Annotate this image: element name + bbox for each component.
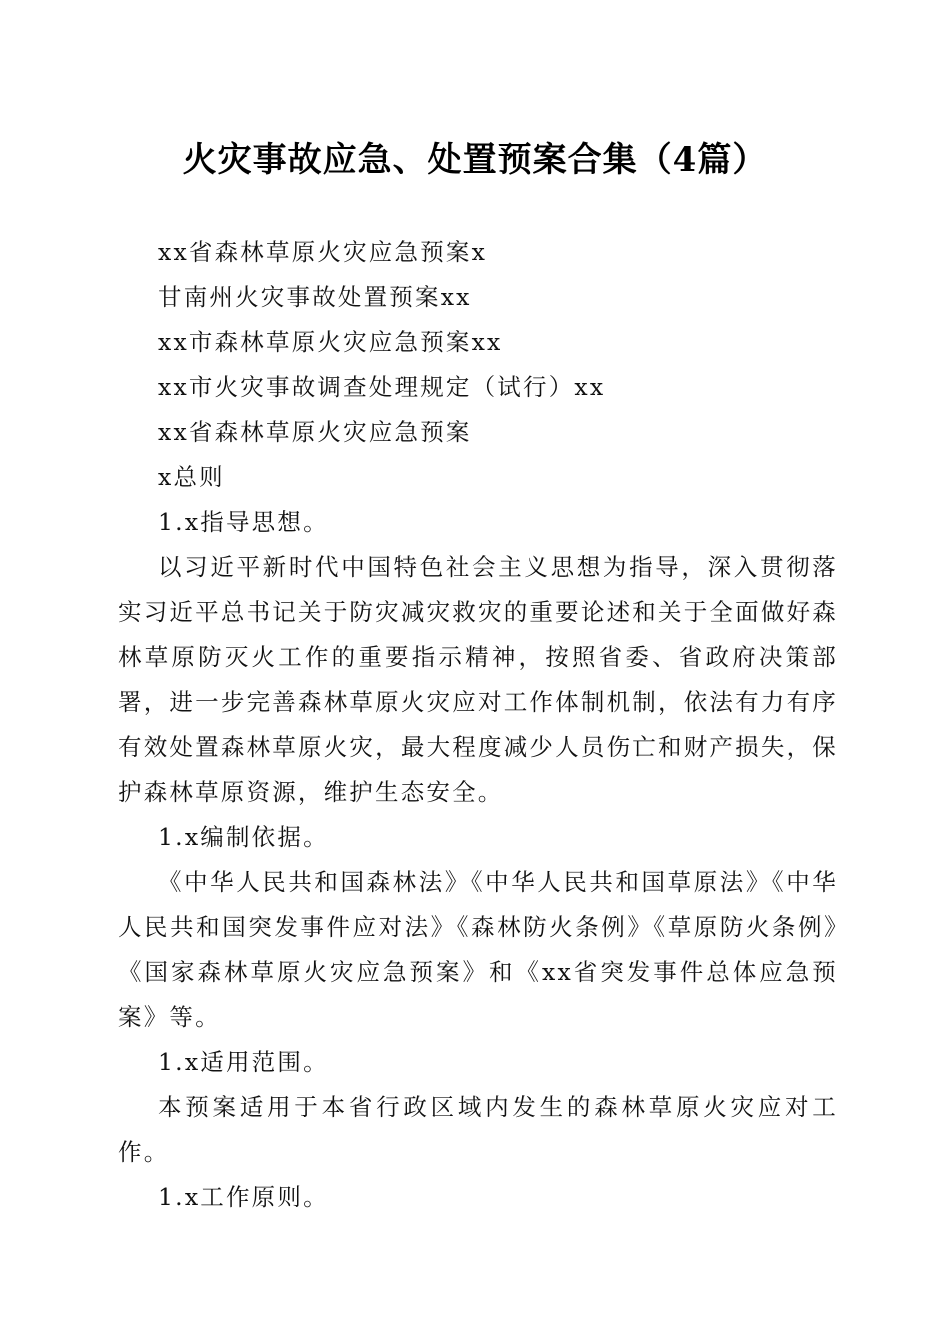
chapter-heading: x总则 xyxy=(158,463,225,491)
toc-item: xx省森林草原火灾应急预案x xyxy=(158,238,488,266)
toc-item: 甘南州火灾事故处置预案xx xyxy=(158,283,472,311)
toc-item: xx市火灾事故调查处理规定（试行）xx xyxy=(158,373,606,401)
toc-item: xx市森林草原火灾应急预案xx xyxy=(158,328,503,356)
subsection-heading: 1.x编制依据。 xyxy=(158,823,329,851)
subsection-heading: 1.x工作原则。 xyxy=(158,1183,329,1211)
paragraph: 《中华人民共和国森林法》《中华人民共和国草原法》《中华人民共和国突发事件应对法》《森林防火条例》《草原防火条例》《国家森林草原火灾应急预案》和《xx省突发事件总体应急预案》等。 xyxy=(118,868,838,1031)
document-title: 火灾事故应急、处置预案合集（4篇） xyxy=(182,140,768,180)
section-title: xx省森林草原火灾应急预案 xyxy=(158,418,472,446)
subsection-heading: 1.x指导思想。 xyxy=(158,508,329,536)
subsection-heading: 1.x适用范围。 xyxy=(158,1048,329,1076)
document-body xyxy=(118,230,838,1220)
paragraph: 以习近平新时代中国特色社会主义思想为指导，深入贯彻落实习近平总书记关于防灾减灾救灾的重要论述和关于全面做好森林草原防灭火工作的重要指示精神，按照省委、省政府决策部署，进一步完善森林草原火灾应对工作体制机制，依法有力有序有效处置森林草原火灾，最大程度减少人员伤亡和财产损失，保护森林草原资源，维护生态安全。 xyxy=(118,553,838,806)
paragraph: 本预案适用于本省行政区域内发生的森林草原火灾应对工作。 xyxy=(118,1093,838,1166)
